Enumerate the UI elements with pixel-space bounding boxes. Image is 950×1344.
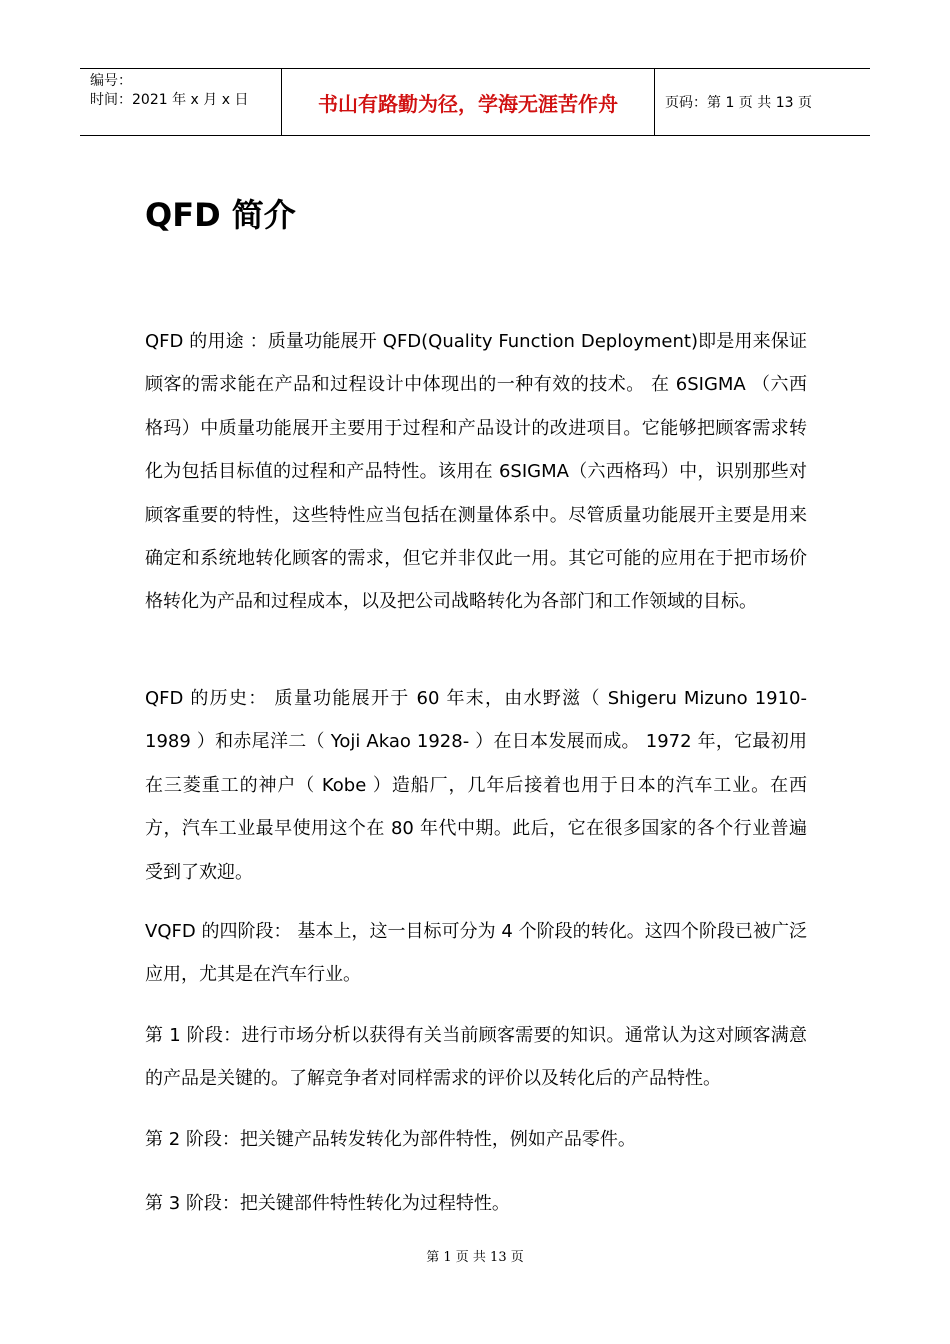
document-number-label: 编号： — [90, 73, 132, 89]
paragraph-four-stages — [145, 910, 807, 997]
paragraph-usage — [145, 320, 807, 624]
paragraph-stage-1 — [145, 1014, 807, 1101]
page-footer: 第 1 页 共 13 页 — [426, 1250, 524, 1265]
paragraph-text: QFD 的用途 ：质量功能展开 QFD(Quality Function Deployment)即是用来保证顾客的需求能在产品和过程设计中体现出的一种有效的技术。 在 6SIGMA （六西格玛）中质量功能展开主要用于过程和产品设计的改进项目。它能够把顾客需求转化为包括目标值的过程和产品特性。该用在 6SIGMA（六西格玛）中，识别那些对顾客重要的特性，这些特性应当包括在测量体系中。尽管质量功能展开主要是用来确定和系统地转化顾客的需求，但它并非仅此一用。其它可能的应用在于把市场价格转化为产品和过程成本，以及把公司战略转化为各部门和工作领域的目标。 — [145, 331, 807, 613]
paragraph-history — [145, 677, 807, 894]
date-label: 时间：2021 年 x 月 x 日 — [90, 92, 249, 108]
paragraph-text: VQFD 的四阶段： 基本上，这一目标可分为 4 个阶段的转化。这四个阶段已被广泛应用，尤其是在汽车行业。 — [145, 921, 807, 986]
paragraph-stage-3 — [145, 1182, 807, 1225]
paragraph-text: 第 2 阶段：把关键产品转发转化为部件特性，例如产品零件。 — [145, 1129, 636, 1150]
header-info-cell — [80, 69, 282, 135]
paragraph-text: QFD 的历史： 质量功能展开于 60 年末，由水野滋（ Shigeru Mizuno 1910-1989 ）和赤尾洋二（ Yoji Akao 1928- ）在日本发展而成。 1972 年，它最初用在三菱重工的神户（ Kobe ）造船厂，几年后接着也用于日本的汽车工业。在西方，汽车工业最早使用这个在 80 年代中期。此后，它在很多国家的各个行业普遍受到了欢迎。 — [145, 688, 807, 883]
document-title: QFD 简介 — [145, 196, 296, 234]
motto: 书山有路勤为径，学海无涯苦作舟 — [282, 69, 655, 135]
paragraph-stage-2 — [145, 1118, 807, 1161]
page-header — [80, 68, 870, 136]
paragraph-text: 第 1 阶段：进行市场分析以获得有关当前顾客需要的知识。通常认为这对顾客满意的产品是关键的。了解竞争者对同样需求的评价以及转化后的产品特性。 — [145, 1025, 807, 1090]
paragraph-text: 第 3 阶段：把关键部件特性转化为过程特性。 — [145, 1193, 510, 1214]
header-page-info: 页码：第 1 页 共 13 页 — [665, 95, 812, 111]
